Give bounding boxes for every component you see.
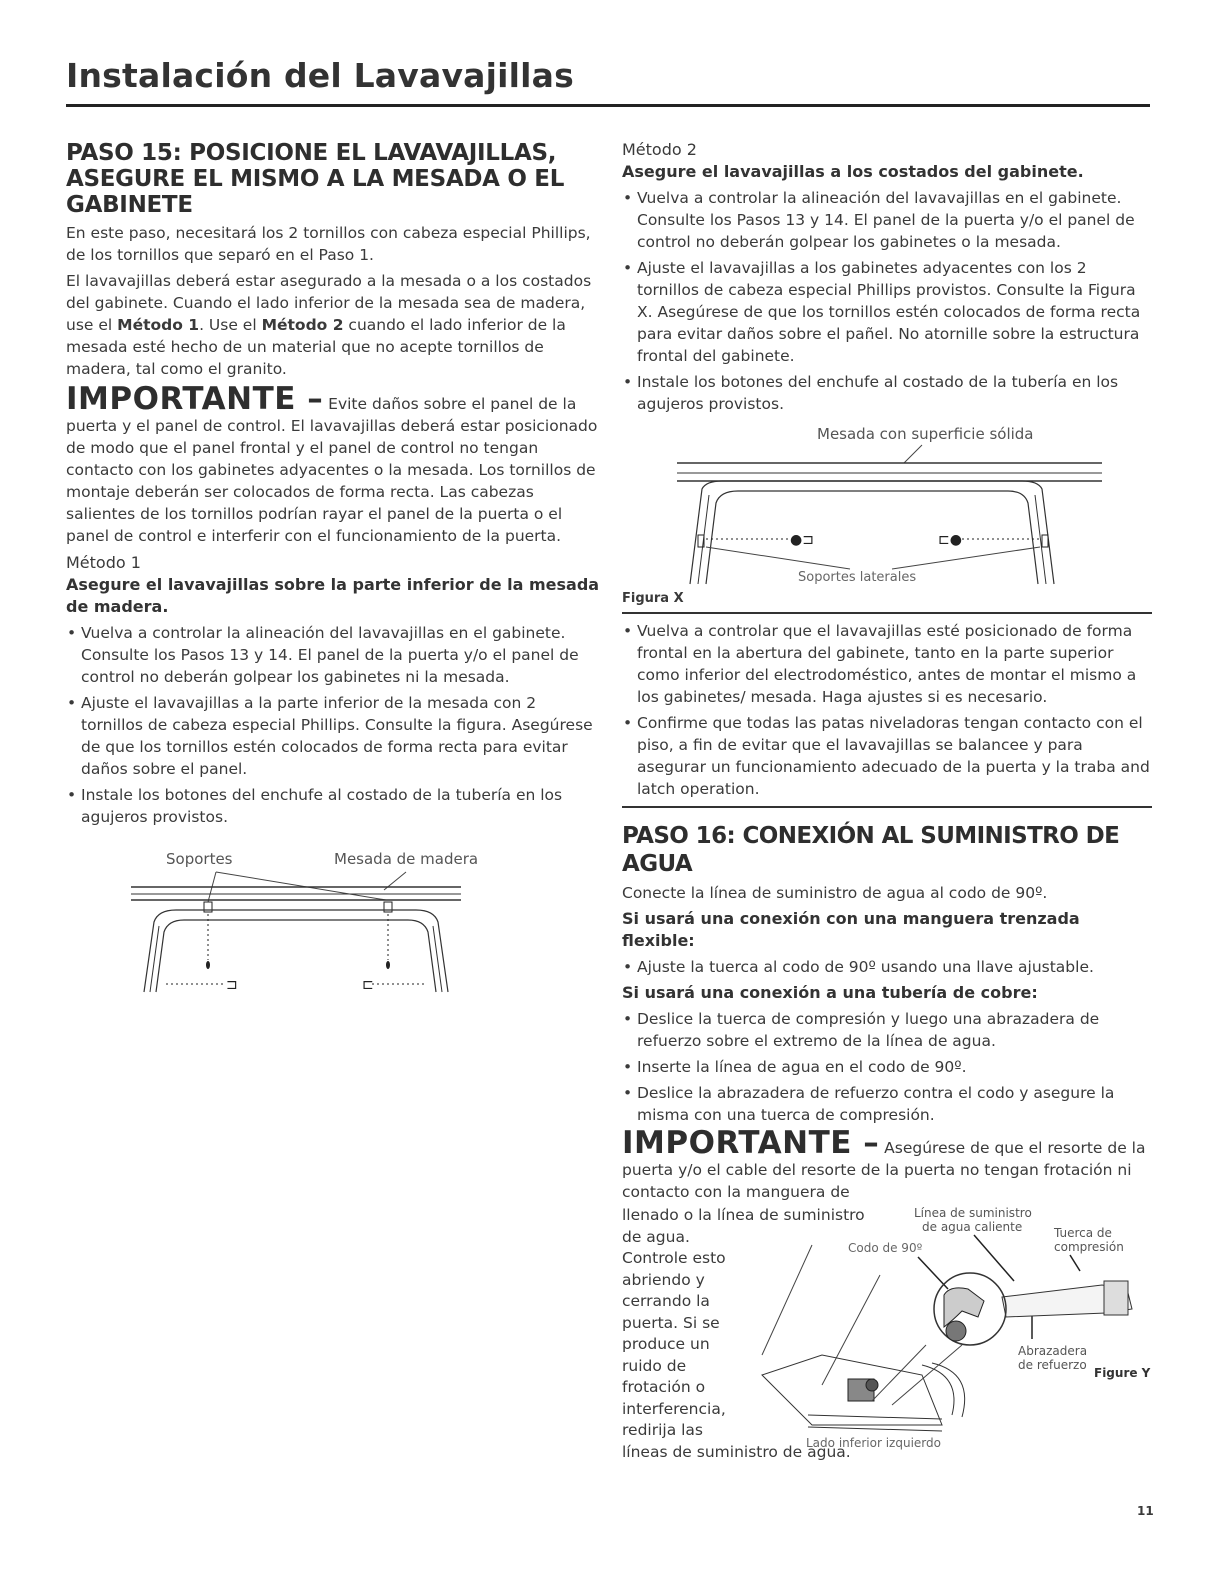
text-line: produce un [622, 1335, 710, 1353]
list-item: • Ajuste la tuerca al codo de 90º usando una llave ajustable. [622, 956, 1152, 978]
figure-y-drawing [622, 1205, 1152, 1465]
copper-list [622, 1008, 1152, 1126]
label-nut-1: Tuerca de [1054, 1226, 1112, 1240]
label-soportes: Soportes [166, 850, 233, 868]
text-line: llenado o la línea de suministro [622, 1206, 865, 1224]
braided-list [622, 956, 1152, 978]
title-rule [66, 104, 1150, 107]
list-item: • Ajuste el lavavajillas a la parte inferior de la mesada con 2 tornillos de cabeza especial Phillips. Consulte la figura. Asegúrese de que los tornillos estén colocados de forma recta para evitar daños sobre el panel. [66, 692, 600, 780]
page-number: 11 [1137, 1504, 1154, 1518]
method1-title: Asegure el lavavajillas sobre la parte inferior de la mesada de madera. [66, 575, 600, 616]
list-item: • Vuelva a controlar que el lavavajillas esté posicionado de forma frontal en la abertura del gabinete, tanto en la parte superior como inferior del electrodoméstico, antes de montar el mismo a los gabinetes/ mesada. Haga ajustes si es necesario. [622, 620, 1152, 708]
braided-title: Si usará una conexión con una manguera trenzada flexible: [622, 909, 1080, 950]
figure-method1 [66, 832, 600, 1006]
left-column [66, 140, 600, 1006]
label-elbow: Codo de 90º [848, 1241, 923, 1255]
label-supply-line: Línea de suministro [914, 1206, 1032, 1220]
text-line: líneas de suministro de agua. [622, 1442, 851, 1461]
list-item: • Confirme que todas las patas niveladoras tengan contacto con el piso, a fin de evitar que el lavavajillas se balancee y para asegurar un funcionamiento adecuado de la puerta y la traba and latch operation. [622, 712, 1152, 800]
label-mesada-madera: Mesada de madera [334, 850, 479, 868]
divider [622, 612, 1152, 614]
label-ferrule-2: de refuerzo [1018, 1358, 1087, 1372]
text-line: puerta. Si se [622, 1313, 720, 1332]
label-ferrule-1: Abrazadera [1018, 1344, 1088, 1358]
svg-text:⊏●: ⊏● [938, 532, 962, 548]
label-supply-line-2: de agua caliente [922, 1220, 1023, 1234]
right-column [622, 140, 1152, 1505]
label-soportes-laterales: Soportes laterales [798, 570, 917, 585]
figure-y-area [622, 1205, 1152, 1505]
step16-heading: PASO 16: CONEXIÓN AL SUMINISTRO DE AGUA [622, 823, 1120, 877]
figure-x-caption: Figura X [622, 591, 684, 606]
method2-label: Método 2 [622, 140, 697, 159]
text-line: ruido de [622, 1356, 687, 1375]
text-line: interferencia, [622, 1399, 726, 1418]
label-figure-y: Figure Y [1094, 1366, 1151, 1380]
important-notice-2 [622, 1125, 1152, 1203]
list-item: • Vuelva a controlar la alineación del lavavajillas en el gabinete. Consulte los Pasos 13 y 14. El panel de la puerta y/o el panel de control no deberán golpear los gabinetes ni la mesada. [66, 622, 600, 688]
text-line: cerrando la [622, 1292, 710, 1310]
list-item: • Instale los botones del enchufe al costado de la tubería en los agujeros provistos. [622, 371, 1152, 415]
label-nut-2: compresión [1054, 1240, 1124, 1254]
label-underside: Lado inferior izquierdo [806, 1436, 941, 1450]
text-line: de agua. [622, 1227, 690, 1246]
step15-method-paragraph [66, 270, 600, 380]
page-title: Instalación del Lavavajillas [66, 56, 574, 95]
para-method1: Método 1 [117, 316, 200, 334]
label-mesada-solida: Mesada con superficie sólida [817, 425, 1034, 443]
list-item: • Instale los botones del enchufe al costado de la tubería en los agujeros provistos. [66, 784, 600, 828]
check-list [622, 620, 1152, 800]
step16-intro: Conecte la línea de suministro de agua al codo de 90º. [622, 884, 1048, 902]
svg-text:⊏: ⊏ [362, 977, 374, 993]
text-line: Controle esto [622, 1249, 726, 1267]
step15-intro: En este paso, necesitará los 2 tornillos con cabeza especial Phillips, de los tornillos que separó en el Paso 1. [66, 224, 591, 264]
method1-label: Método 1 [66, 553, 141, 572]
step15-heading: PASO 15: POSICIONE EL LAVAVAJILLAS, ASEGURE EL MISMO A LA MESADA O EL GABINETE [66, 140, 565, 218]
important-word: IMPORTANTE – [66, 381, 324, 417]
method2-list [622, 187, 1152, 415]
list-item: • Deslice la tuerca de compresión y luego una abrazadera de refuerzo sobre el extremo de la línea de agua. [622, 1008, 1152, 1052]
list-item: • Deslice la abrazadera de refuerzo contra el codo y asegure la misma con una tuerca de compresión. [622, 1082, 1152, 1126]
important-word: IMPORTANTE – [622, 1125, 880, 1161]
para-pre: El lavavajillas deberá estar asegurado a la mesada o a los costados del gabinete. Cuando el lado inferior de la mesada sea de madera, use el [66, 272, 592, 334]
para-method2: Método 2 [261, 316, 344, 334]
list-item: • Ajuste el lavavajillas a los gabinetes adyacentes con los 2 tornillos de cabeza especial Phillips provistos. Consulte la Figura X. Asegúrese de que los tornillos estén colocados de forma recta para evitar daños sobre el pañel. No atornille sobre la estructura frontal del gabinete. [622, 257, 1152, 367]
text-line: frotación o [622, 1378, 706, 1396]
method2-title: Asegure el lavavajillas a los costados del gabinete. [622, 162, 1084, 181]
text-line: abriendo y [622, 1270, 705, 1289]
important-text: Evite daños sobre el panel de la puerta y el panel de control. El lavavajillas deberá estar posicionado de modo que el panel frontal y el panel de control no tengan contacto con los gabinetes adyacentes o la mesada. Los tornillos de montaje deberán ser colocados de forma recta. Las cabezas salientes de los tornillos podrían rayar el panel de la puerta o el panel de control e interferir con el funcionamiento de la puerta. [66, 395, 598, 545]
divider [622, 806, 1152, 808]
important-text: Asegúrese de que el resorte de la puerta y/o el cable del resorte de la puerta no tengan frotación ni contacto con la manguera de [622, 1139, 1146, 1201]
list-item: • Vuelva a controlar la alineación del lavavajillas en el gabinete. Consulte los Pasos 13 y 14. El panel de la puerta y/o el panel de control no deberán golpear los gabinetes o la mesada. [622, 187, 1152, 253]
para-mid: . Use el [199, 316, 262, 334]
copper-title: Si usará una conexión a una tubería de cobre: [622, 983, 1038, 1002]
method1-list [66, 622, 600, 828]
para-post: cuando el lado inferior de la mesada esté hecho de un material que no acepte tornillos de madera, tal como el granito. [66, 316, 566, 378]
svg-text:●⊐: ●⊐ [790, 532, 814, 548]
important-notice-1 [66, 381, 600, 547]
text-line: redirija las [622, 1421, 704, 1439]
figure-x [622, 419, 1152, 591]
svg-text:⊐: ⊐ [226, 977, 238, 993]
list-item: • Inserte la línea de agua en el codo de 90º. [622, 1056, 1152, 1078]
